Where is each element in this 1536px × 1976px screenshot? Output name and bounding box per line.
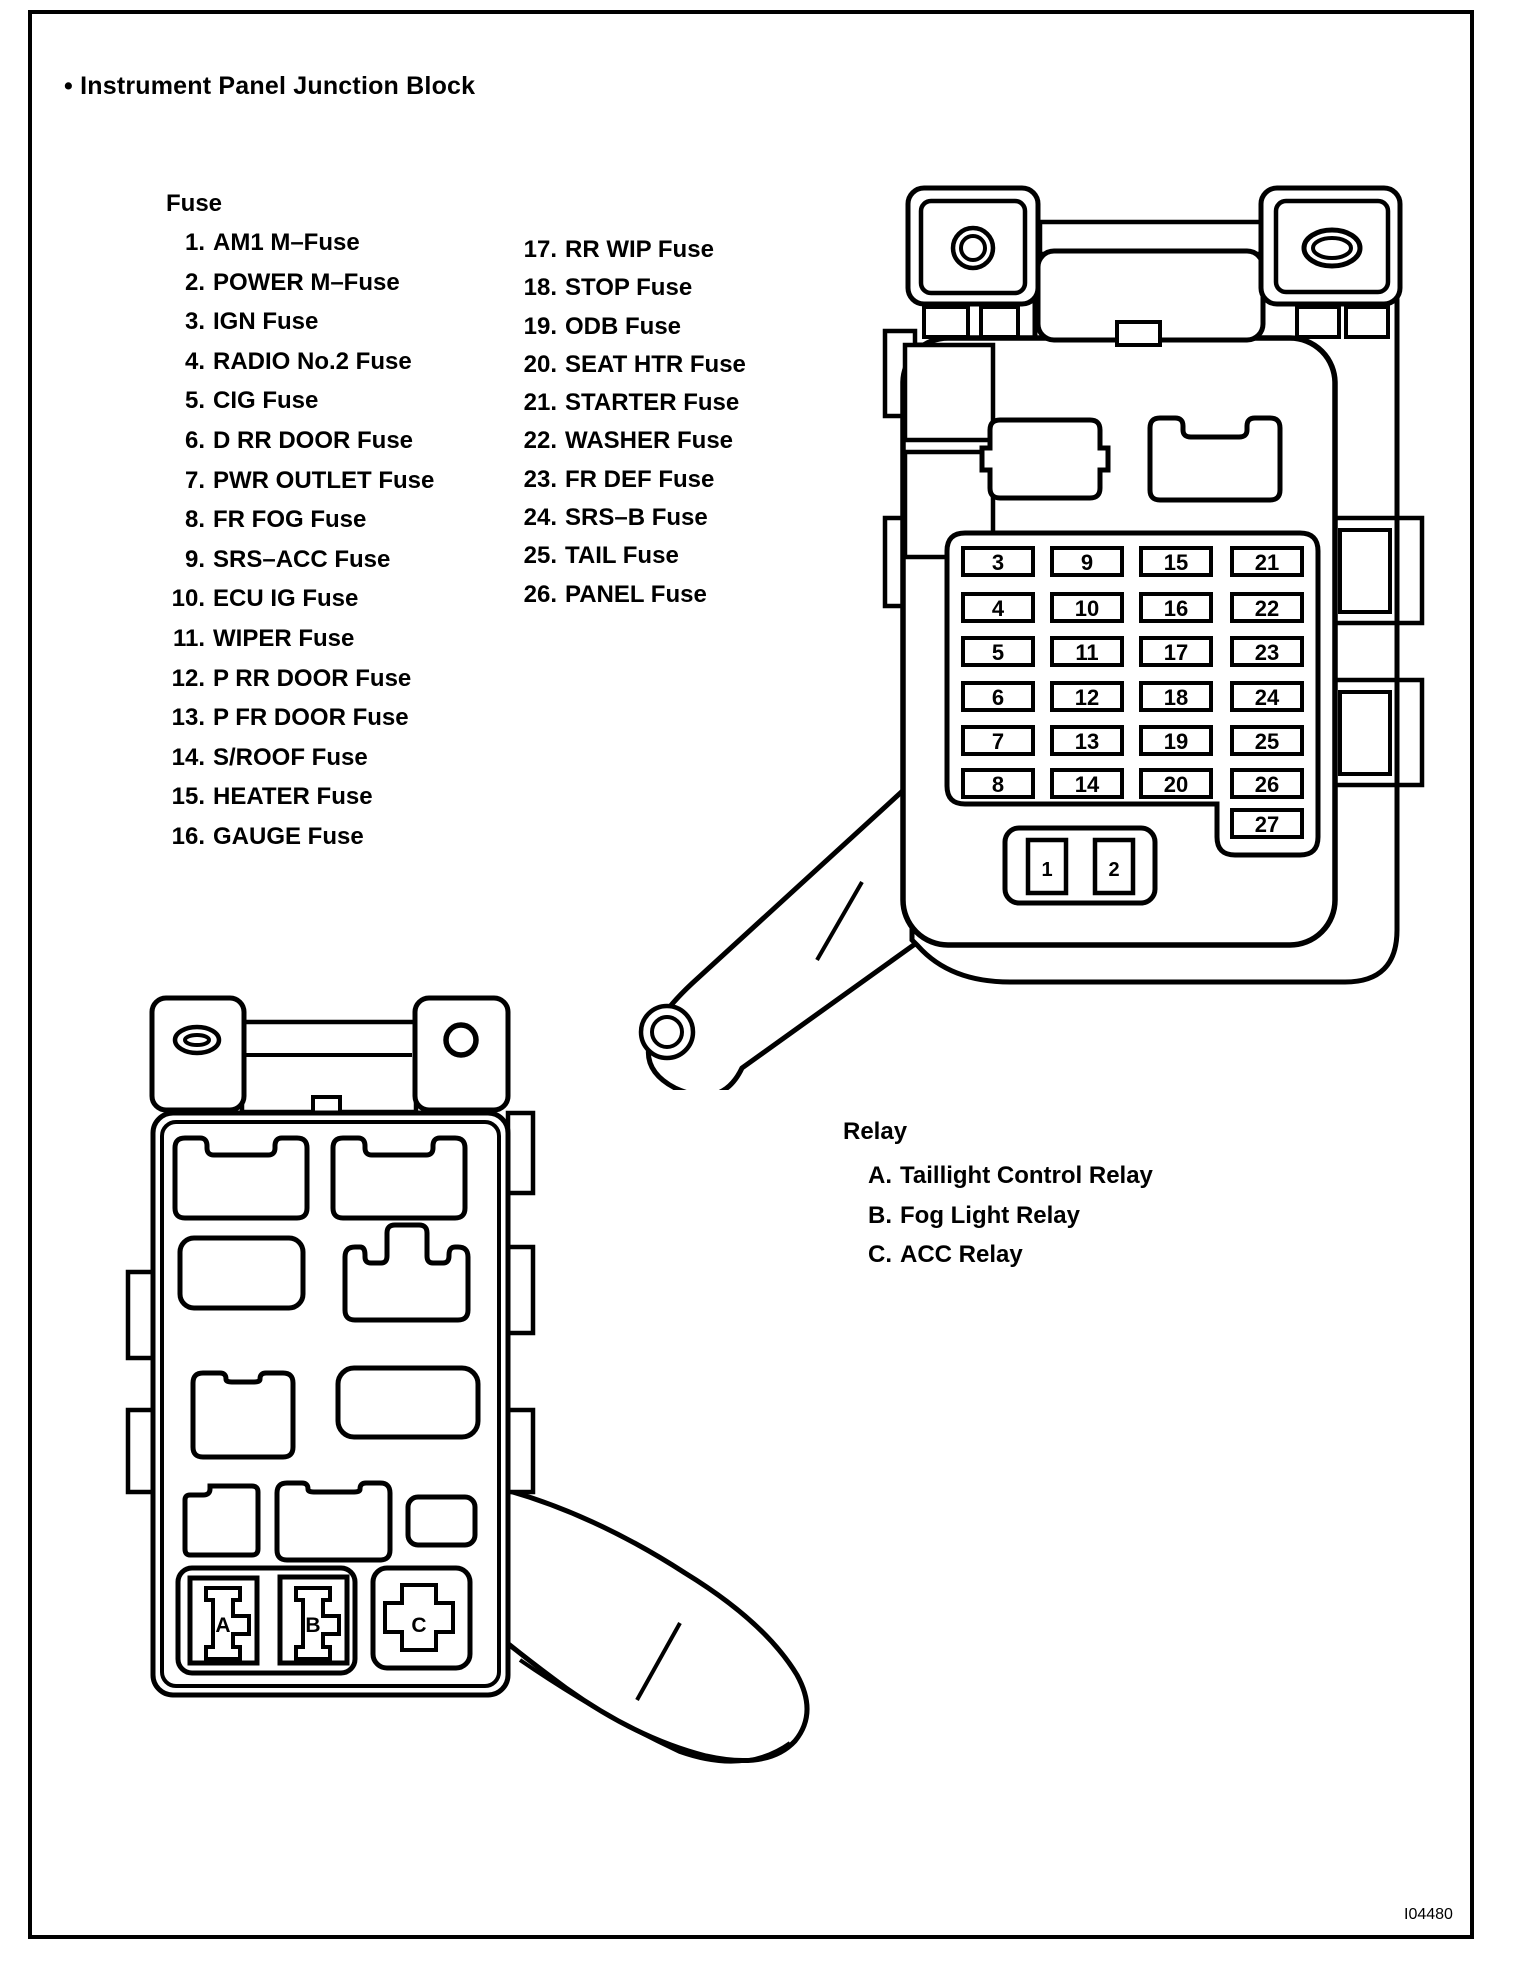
tab-pad xyxy=(924,307,968,337)
fuse-list-item xyxy=(150,421,434,461)
fuse-number: 25. xyxy=(523,542,557,570)
relay-letter: C. xyxy=(868,1241,892,1268)
fuse-label: CIG Fuse xyxy=(213,387,319,415)
fuse-label: D RR DOOR Fuse xyxy=(213,426,414,454)
fuse-list-item xyxy=(150,302,434,342)
fuse-label: GAUGE Fuse xyxy=(213,822,364,850)
top-connector-latch xyxy=(1117,322,1160,345)
relay-label: ACC Relay xyxy=(900,1241,1023,1268)
fuse-cell: 15 xyxy=(1163,550,1189,575)
side-tab-right-inner xyxy=(1340,692,1390,774)
relay-socket-letter: B xyxy=(305,1614,321,1637)
connector-socket xyxy=(180,1238,303,1308)
junction-block-diagram xyxy=(600,140,1480,1090)
fuse-label: P FR DOOR Fuse xyxy=(213,704,409,732)
fuse-number: 23. xyxy=(523,465,557,493)
bolt-hole-icon xyxy=(446,1025,476,1055)
fuse-number: 6. xyxy=(184,426,205,454)
side-tab-left xyxy=(128,1410,154,1492)
fuse-list-item xyxy=(150,619,434,659)
fuse-number: 24. xyxy=(523,504,557,532)
fuse-number: 10. xyxy=(171,585,205,613)
fuse-cell: 22 xyxy=(1254,596,1280,621)
fuse-list-item xyxy=(150,540,434,580)
side-tab-left xyxy=(128,1272,154,1358)
side-tab-right xyxy=(508,1247,533,1333)
fuse-label: ECU IG Fuse xyxy=(213,585,359,613)
relay-socket-letter: A xyxy=(215,1614,231,1637)
fuse-number: 18. xyxy=(523,274,557,302)
fuse-cell: 27 xyxy=(1254,812,1280,837)
fuse-cell: 13 xyxy=(1074,729,1100,754)
relay-list-item xyxy=(860,1235,1153,1275)
fuse-cell: 19 xyxy=(1163,729,1189,754)
figure-id: I04480 xyxy=(1404,1906,1453,1923)
fuse-number: 16. xyxy=(171,822,205,850)
fuse-list-item xyxy=(150,698,434,738)
relay-box-diagram xyxy=(60,960,880,1780)
fuse-list-item xyxy=(150,738,434,778)
bolt-hole-icon xyxy=(961,236,985,260)
page-title: • Instrument Panel Junction Block xyxy=(64,72,476,100)
fuse-cell: 12 xyxy=(1074,685,1100,710)
fuse-label: SRS–ACC Fuse xyxy=(213,545,391,573)
fuse-list-item xyxy=(150,500,434,540)
fuse-label: SRS–B Fuse xyxy=(565,504,708,532)
fuse-list-item xyxy=(150,223,434,263)
fuse-number: 7. xyxy=(184,466,205,494)
fuse-number: 20. xyxy=(523,350,557,378)
fuse-cell: 7 xyxy=(991,729,1005,754)
fuse-number: 1. xyxy=(184,229,205,256)
release-lever xyxy=(506,1490,807,1761)
fuse-label: POWER M–Fuse xyxy=(213,268,400,296)
fuse-number: 21. xyxy=(523,389,557,417)
fuse-list-item xyxy=(150,342,434,382)
connector-socket xyxy=(277,1483,390,1560)
fuse-label: WASHER Fuse xyxy=(565,427,734,455)
fuse-list-item xyxy=(150,777,434,817)
fuse-list-item xyxy=(150,263,434,303)
tab-pad xyxy=(1346,307,1388,337)
relay-label: Taillight Control Relay xyxy=(900,1162,1153,1189)
relay-section-heading: Relay xyxy=(843,1118,908,1145)
fuse-cell: 5 xyxy=(991,640,1005,665)
side-tab-right-inner xyxy=(1340,530,1390,612)
fuse-number: 22. xyxy=(523,427,557,455)
left-connector-slot xyxy=(905,345,993,440)
relay-list xyxy=(860,1156,1153,1275)
relay-socket-letter: C xyxy=(411,1614,427,1637)
side-tab-right xyxy=(508,1410,533,1492)
fuse-cell: 18 xyxy=(1163,685,1189,710)
fuse-number: 4. xyxy=(184,347,205,375)
fuse-cell: 1 xyxy=(1041,859,1053,881)
fuse-label: HEATER Fuse xyxy=(213,783,373,811)
tab-pad xyxy=(1297,307,1339,337)
fuse-label: FR DEF Fuse xyxy=(565,465,715,493)
fuse-cell: 9 xyxy=(1080,550,1094,575)
fuse-label: IGN Fuse xyxy=(213,308,319,336)
fuse-label: S/ROOF Fuse xyxy=(213,743,368,771)
fuse-label: AM1 M–Fuse xyxy=(213,229,360,256)
tab-pad xyxy=(981,307,1018,337)
fuse-cell: 26 xyxy=(1254,772,1280,797)
fuse-number: 12. xyxy=(171,664,205,692)
relay-label: Fog Light Relay xyxy=(900,1201,1080,1229)
fuse-cell: 20 xyxy=(1163,772,1189,797)
fuse-cell: 4 xyxy=(991,596,1005,621)
fuse-list-item xyxy=(150,461,434,501)
side-tab-right xyxy=(508,1113,533,1193)
fuse-label: TAIL Fuse xyxy=(565,542,679,570)
connector-socket xyxy=(338,1368,478,1437)
fuse-number: 13. xyxy=(171,704,205,732)
fuse-number: 11. xyxy=(172,624,205,652)
connector-socket xyxy=(408,1497,475,1545)
connector-socket xyxy=(185,1486,258,1555)
fuse-number: 15. xyxy=(171,783,205,811)
fuse-number: 26. xyxy=(523,580,557,608)
fuse-number: 2. xyxy=(184,268,205,296)
fuse-label: PWR OUTLET Fuse xyxy=(213,466,435,494)
relay-list-item xyxy=(860,1156,1153,1196)
fuse-label: FR FOG Fuse xyxy=(213,506,367,534)
relay-letter: B. xyxy=(868,1201,892,1229)
fuse-section-heading: Fuse xyxy=(166,190,223,217)
fuse-list-item xyxy=(150,381,434,421)
fuse-cell: 23 xyxy=(1254,640,1280,665)
fuse-cell: 11 xyxy=(1075,640,1099,665)
fuse-cell: 21 xyxy=(1254,550,1280,575)
fuse-number: 19. xyxy=(523,312,557,340)
fuse-cell: 24 xyxy=(1254,685,1280,710)
fuse-number: 17. xyxy=(523,236,557,263)
fuse-label: RR WIP Fuse xyxy=(565,236,714,263)
fuse-list-item xyxy=(150,579,434,619)
fuse-list-item xyxy=(150,817,434,857)
fuse-cell: 10 xyxy=(1074,596,1100,621)
fuse-list-left xyxy=(150,223,434,857)
fuse-cell: 16 xyxy=(1163,596,1189,621)
fuse-label: PANEL Fuse xyxy=(565,580,707,608)
fuse-number: 3. xyxy=(184,308,205,336)
fuse-cell: 2 xyxy=(1108,859,1120,881)
relay-list-item xyxy=(860,1196,1153,1236)
fuse-label: STOP Fuse xyxy=(565,274,693,302)
fuse-cell: 3 xyxy=(991,550,1005,575)
fuse-list-item xyxy=(150,659,434,699)
fuse-label: STARTER Fuse xyxy=(565,389,740,417)
fuse-cell: 8 xyxy=(991,772,1005,797)
fuse-label: SEAT HTR Fuse xyxy=(565,350,746,378)
fuse-cell: 6 xyxy=(991,685,1005,710)
fuse-label: WIPER Fuse xyxy=(213,624,355,652)
slot-hole-icon xyxy=(1313,238,1351,258)
fuse-cell: 25 xyxy=(1254,729,1280,754)
connector-socket xyxy=(193,1373,293,1457)
fuse-number: 14. xyxy=(171,743,205,771)
fuse-cell: 14 xyxy=(1074,772,1100,797)
middle-connector-left xyxy=(982,420,1108,498)
slot-hole-icon xyxy=(185,1035,209,1045)
fuse-number: 5. xyxy=(184,387,205,415)
fuse-label: RADIO No.2 Fuse xyxy=(213,347,412,375)
fuse-label: ODB Fuse xyxy=(565,312,682,340)
fuse-number: 8. xyxy=(184,506,205,534)
relay-letter: A. xyxy=(868,1162,892,1189)
fuse-label: P RR DOOR Fuse xyxy=(213,664,412,692)
fuse-number: 9. xyxy=(184,545,205,573)
fuse-cell: 17 xyxy=(1163,640,1189,665)
